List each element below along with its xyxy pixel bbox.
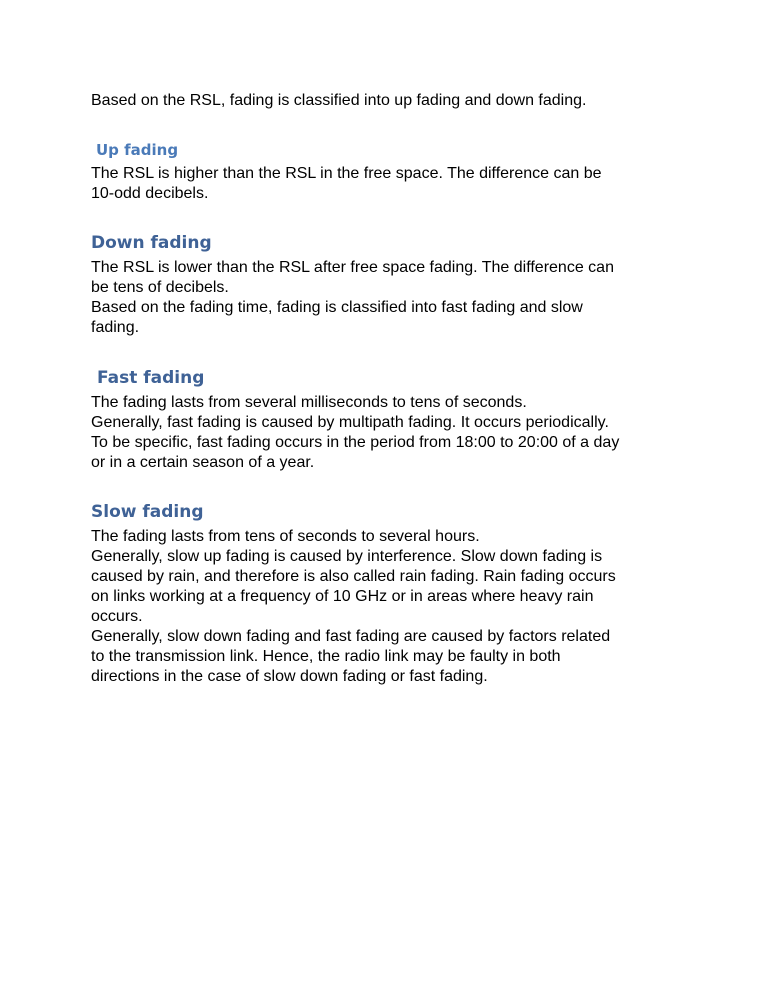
paragraph-line: or in a certain season of a year. xyxy=(91,454,315,471)
intro-line: Based on the RSL, fading is classified into up fading and down fading. xyxy=(91,92,587,109)
slow-fading-paragraph xyxy=(91,527,691,687)
paragraph-line: Based on the fading time, fading is classified into fast fading and slow xyxy=(91,299,583,316)
paragraph-line: The fading lasts from tens of seconds to several hours. xyxy=(91,528,480,545)
paragraph-line: To be specific, fast fading occurs in the period from 18:00 to 20:00 of a day xyxy=(91,434,620,451)
paragraph-line: be tens of decibels. xyxy=(91,279,229,296)
heading-fast-fading: Fast fading xyxy=(97,368,205,388)
intro-paragraph xyxy=(91,91,691,111)
paragraph-line: 10-odd decibels. xyxy=(91,185,209,202)
heading-slow-fading: Slow fading xyxy=(91,502,204,522)
paragraph-line: occurs. xyxy=(91,608,143,625)
paragraph-line: Generally, fast fading is caused by multipath fading. It occurs periodically. xyxy=(91,414,609,431)
up-fading-paragraph xyxy=(91,164,691,204)
paragraph-line: The RSL is higher than the RSL in the free space. The difference can be xyxy=(91,165,602,182)
down-fading-paragraph xyxy=(91,258,691,338)
fast-fading-paragraph xyxy=(91,393,691,473)
paragraph-line: fading. xyxy=(91,319,140,336)
paragraph-line: directions in the case of slow down fading or fast fading. xyxy=(91,668,488,685)
paragraph-line: Generally, slow up fading is caused by interference. Slow down fading is xyxy=(91,548,603,565)
paragraph-line: The RSL is lower than the RSL after free space fading. The difference can xyxy=(91,259,614,276)
paragraph-line: caused by rain, and therefore is also called rain fading. Rain fading occurs xyxy=(91,568,616,585)
paragraph-line: on links working at a frequency of 10 GHz or in areas where heavy rain xyxy=(91,588,594,605)
paragraph-line: The fading lasts from several milliseconds to tens of seconds. xyxy=(91,394,527,411)
heading-up-fading: Up fading xyxy=(96,141,179,159)
paragraph-line: to the transmission link. Hence, the radio link may be faulty in both xyxy=(91,648,561,665)
paragraph-line: Generally, slow down fading and fast fading are caused by factors related xyxy=(91,628,611,645)
heading-down-fading: Down fading xyxy=(91,233,212,253)
